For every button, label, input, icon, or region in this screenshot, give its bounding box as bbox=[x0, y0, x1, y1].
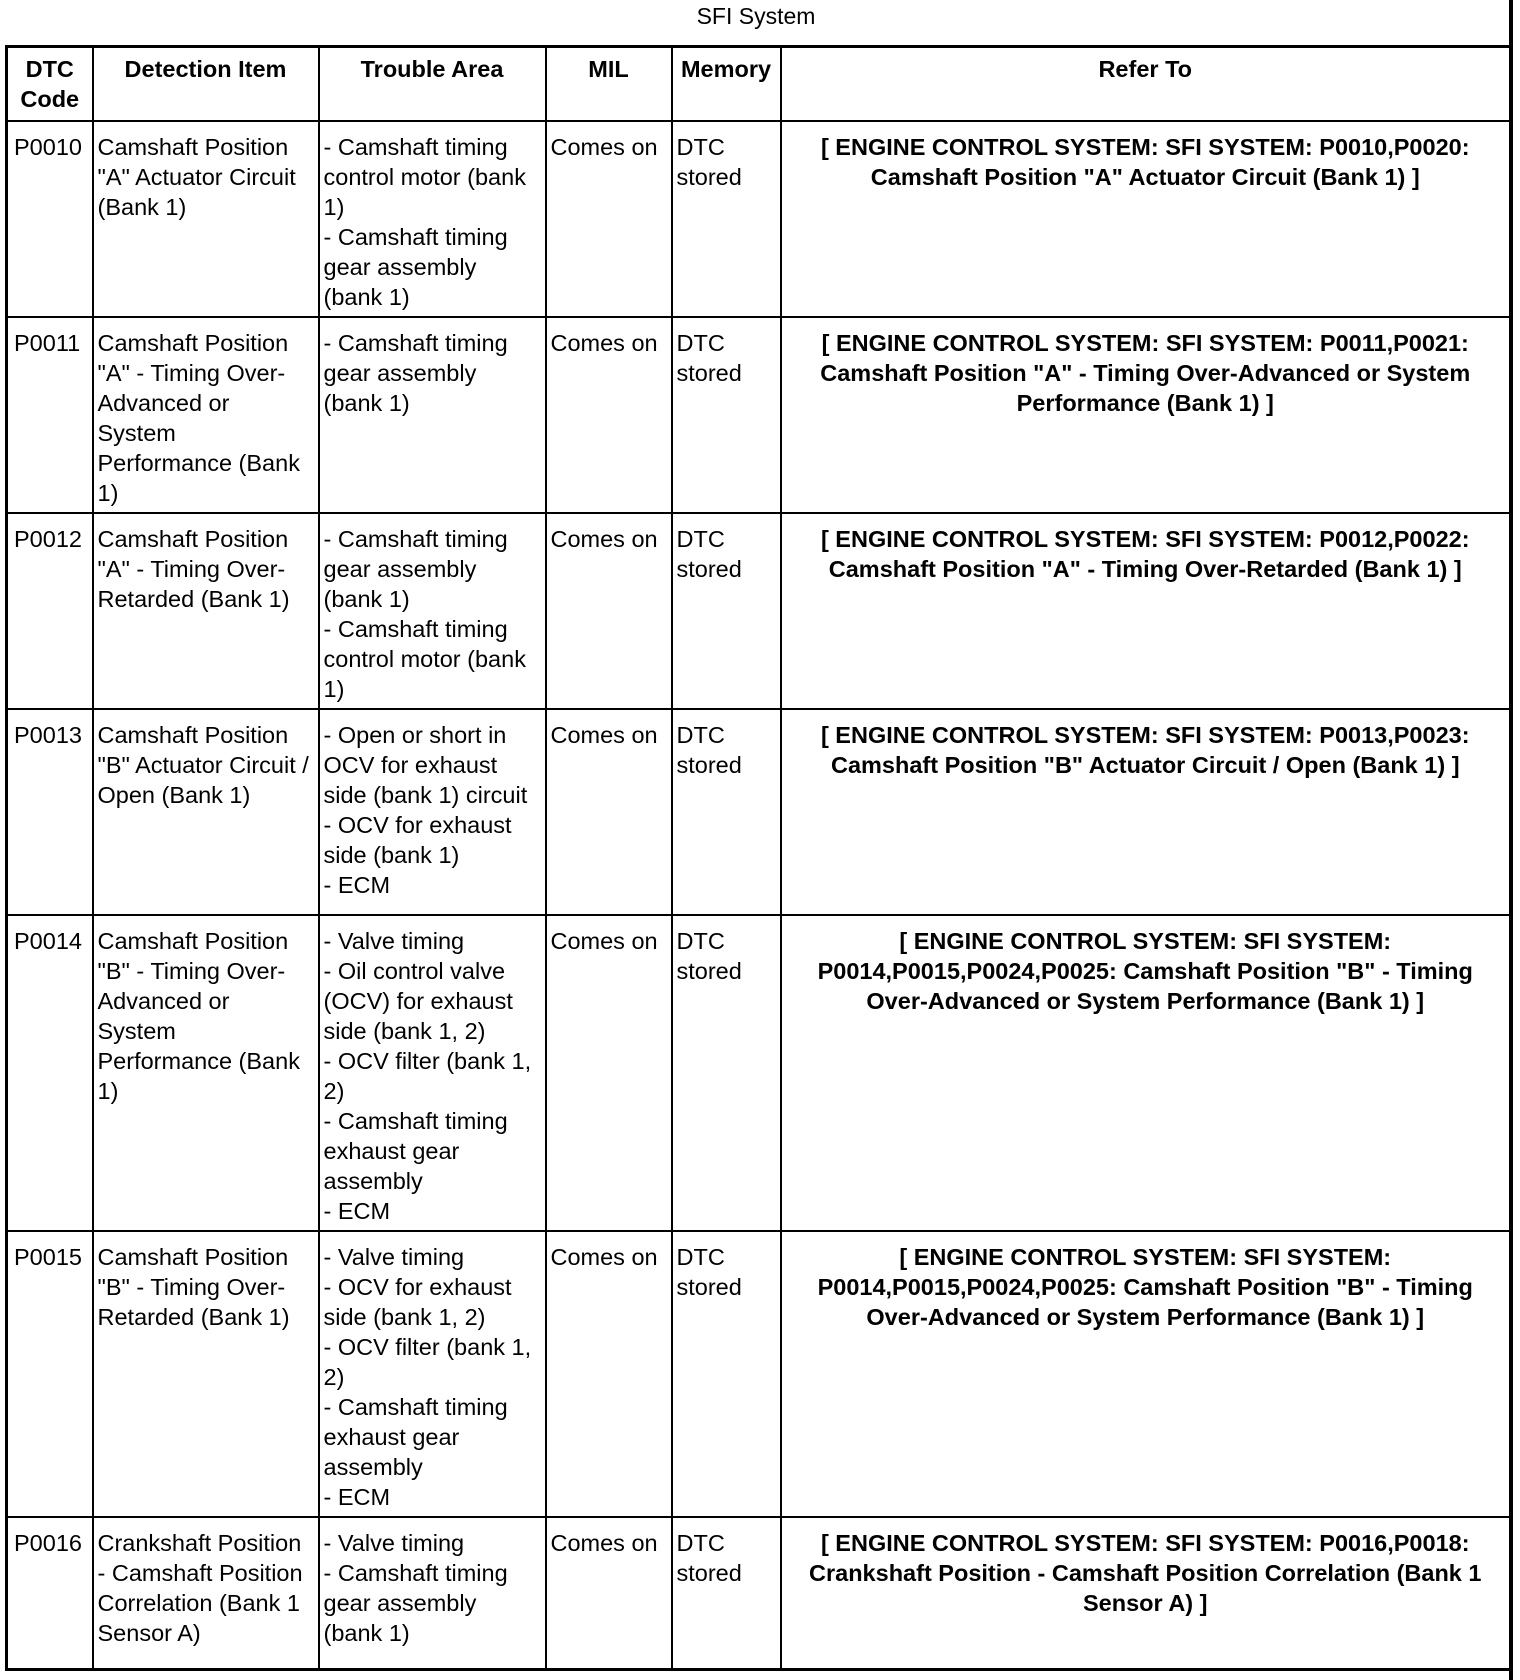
refer-to-link: [ ENGINE CONTROL SYSTEM: SFI SYSTEM: P0014,P0015,P0024,P0025: Camshaft Position "B" - Timing Over-Advanced or System Performance (Bank 1) ] bbox=[781, 915, 1511, 1231]
header-detection-item: Detection Item bbox=[93, 47, 319, 122]
trouble-area-cell bbox=[319, 317, 546, 513]
header-refer-to: Refer To bbox=[781, 47, 1511, 122]
dtc-code-cell: P0013 bbox=[7, 709, 93, 915]
table-row bbox=[7, 1231, 1511, 1517]
memory-cell: DTC stored bbox=[672, 915, 781, 1231]
detection-item-cell: Camshaft Position "A" - Timing Over-Advanced or System Performance (Bank 1) bbox=[93, 317, 319, 513]
refer-to-link: [ ENGINE CONTROL SYSTEM: SFI SYSTEM: P0013,P0023: Camshaft Position "B" Actuator Circuit / Open (Bank 1) ] bbox=[781, 709, 1511, 915]
trouble-area-line: - ECM bbox=[323, 872, 391, 898]
trouble-area-line: - ECM bbox=[323, 1484, 391, 1510]
memory-cell: DTC stored bbox=[672, 513, 781, 709]
table-row bbox=[7, 121, 1511, 317]
table-row bbox=[7, 709, 1511, 915]
trouble-area-line: - OCV for exhaust side (bank 1) bbox=[323, 812, 512, 868]
table-row bbox=[7, 317, 1511, 513]
refer-to-link: [ ENGINE CONTROL SYSTEM: SFI SYSTEM: P0016,P0018: Crankshaft Position - Camshaft Position Correlation (Bank 1 Sensor A) ] bbox=[781, 1517, 1511, 1669]
trouble-area-line: - Valve timing bbox=[323, 928, 465, 954]
dtc-code-cell: P0015 bbox=[7, 1231, 93, 1517]
trouble-area-cell bbox=[319, 915, 546, 1231]
trouble-area-cell bbox=[319, 1231, 546, 1517]
mil-cell: Comes on bbox=[546, 915, 672, 1231]
trouble-area-line: - ECM bbox=[323, 1198, 391, 1224]
trouble-area-line: - Oil control valve (OCV) for exhaust side (bank 1, 2) bbox=[323, 958, 513, 1044]
header-trouble-area: Trouble Area bbox=[319, 47, 546, 122]
dtc-code-cell: P0012 bbox=[7, 513, 93, 709]
trouble-area-line: - OCV filter (bank 1, 2) bbox=[323, 1048, 532, 1104]
trouble-area-line: - Camshaft timing exhaust gear assembly bbox=[323, 1108, 508, 1194]
trouble-area-line: - OCV filter (bank 1, 2) bbox=[323, 1334, 532, 1390]
trouble-area-line: - Camshaft timing gear assembly (bank 1) bbox=[323, 224, 508, 310]
detection-item-cell: Camshaft Position "A" - Timing Over-Retarded (Bank 1) bbox=[93, 513, 319, 709]
table-row bbox=[7, 513, 1511, 709]
refer-to-link: [ ENGINE CONTROL SYSTEM: SFI SYSTEM: P0014,P0015,P0024,P0025: Camshaft Position "B" - Timing Over-Advanced or System Performance (Bank 1) ] bbox=[781, 1231, 1511, 1517]
trouble-area-line: - Camshaft timing gear assembly (bank 1) bbox=[323, 526, 508, 612]
trouble-area-line: - Valve timing bbox=[323, 1244, 465, 1270]
refer-to-link: [ ENGINE CONTROL SYSTEM: SFI SYSTEM: P0012,P0022: Camshaft Position "A" - Timing Over-Retarded (Bank 1) ] bbox=[781, 513, 1511, 709]
dtc-code-cell: P0014 bbox=[7, 915, 93, 1231]
header-mil: MIL bbox=[546, 47, 672, 122]
trouble-area-line: - Camshaft timing gear assembly (bank 1) bbox=[323, 330, 508, 416]
detection-item-cell: Crankshaft Position - Camshaft Position Correlation (Bank 1 Sensor A) bbox=[93, 1517, 319, 1669]
refer-to-link: [ ENGINE CONTROL SYSTEM: SFI SYSTEM: P0011,P0021: Camshaft Position "A" - Timing Over-Advanced or System Performance (Bank 1) ] bbox=[781, 317, 1511, 513]
mil-cell: Comes on bbox=[546, 317, 672, 513]
table-row bbox=[7, 915, 1511, 1231]
trouble-area-cell bbox=[319, 121, 546, 317]
trouble-area-line: - OCV for exhaust side (bank 1, 2) bbox=[323, 1274, 512, 1330]
dtc-code-cell: P0011 bbox=[7, 317, 93, 513]
memory-cell: DTC stored bbox=[672, 1231, 781, 1517]
trouble-area-line: - Camshaft timing gear assembly (bank 1) bbox=[323, 1560, 508, 1646]
mil-cell: Comes on bbox=[546, 1231, 672, 1517]
memory-cell: DTC stored bbox=[672, 1517, 781, 1669]
detection-item-cell: Camshaft Position "A" Actuator Circuit (Bank 1) bbox=[93, 121, 319, 317]
header-dtc-code: DTC Code bbox=[7, 47, 93, 122]
mil-cell: Comes on bbox=[546, 513, 672, 709]
trouble-area-line: - Valve timing bbox=[323, 1530, 465, 1556]
refer-to-link: [ ENGINE CONTROL SYSTEM: SFI SYSTEM: P0010,P0020: Camshaft Position "A" Actuator Circuit (Bank 1) ] bbox=[781, 121, 1511, 317]
trouble-area-cell bbox=[319, 513, 546, 709]
trouble-area-line: - Camshaft timing control motor (bank 1) bbox=[323, 616, 526, 702]
mil-cell: Comes on bbox=[546, 121, 672, 317]
table-caption: SFI System bbox=[696, 3, 816, 29]
dtc-table bbox=[5, 45, 1512, 1671]
trouble-area-cell bbox=[319, 709, 546, 915]
trouble-area-line: - Open or short in OCV for exhaust side (bank 1) circuit bbox=[323, 722, 528, 808]
memory-cell: DTC stored bbox=[672, 121, 781, 317]
trouble-area-cell bbox=[319, 1517, 546, 1669]
detection-item-cell: Camshaft Position "B" - Timing Over-Retarded (Bank 1) bbox=[93, 1231, 319, 1517]
detection-item-cell: Camshaft Position "B" Actuator Circuit / Open (Bank 1) bbox=[93, 709, 319, 915]
trouble-area-line: - Camshaft timing exhaust gear assembly bbox=[323, 1394, 508, 1480]
table-row bbox=[7, 1517, 1511, 1669]
dtc-code-cell: P0016 bbox=[7, 1517, 93, 1669]
detection-item-cell: Camshaft Position "B" - Timing Over-Advanced or System Performance (Bank 1) bbox=[93, 915, 319, 1231]
table-body bbox=[7, 121, 1511, 1669]
dtc-code-cell: P0010 bbox=[7, 121, 93, 317]
mil-cell: Comes on bbox=[546, 709, 672, 915]
header-row bbox=[7, 47, 1511, 122]
memory-cell: DTC stored bbox=[672, 709, 781, 915]
mil-cell: Comes on bbox=[546, 1517, 672, 1669]
header-memory: Memory bbox=[672, 47, 781, 122]
memory-cell: DTC stored bbox=[672, 317, 781, 513]
trouble-area-line: - Camshaft timing control motor (bank 1) bbox=[323, 134, 526, 220]
